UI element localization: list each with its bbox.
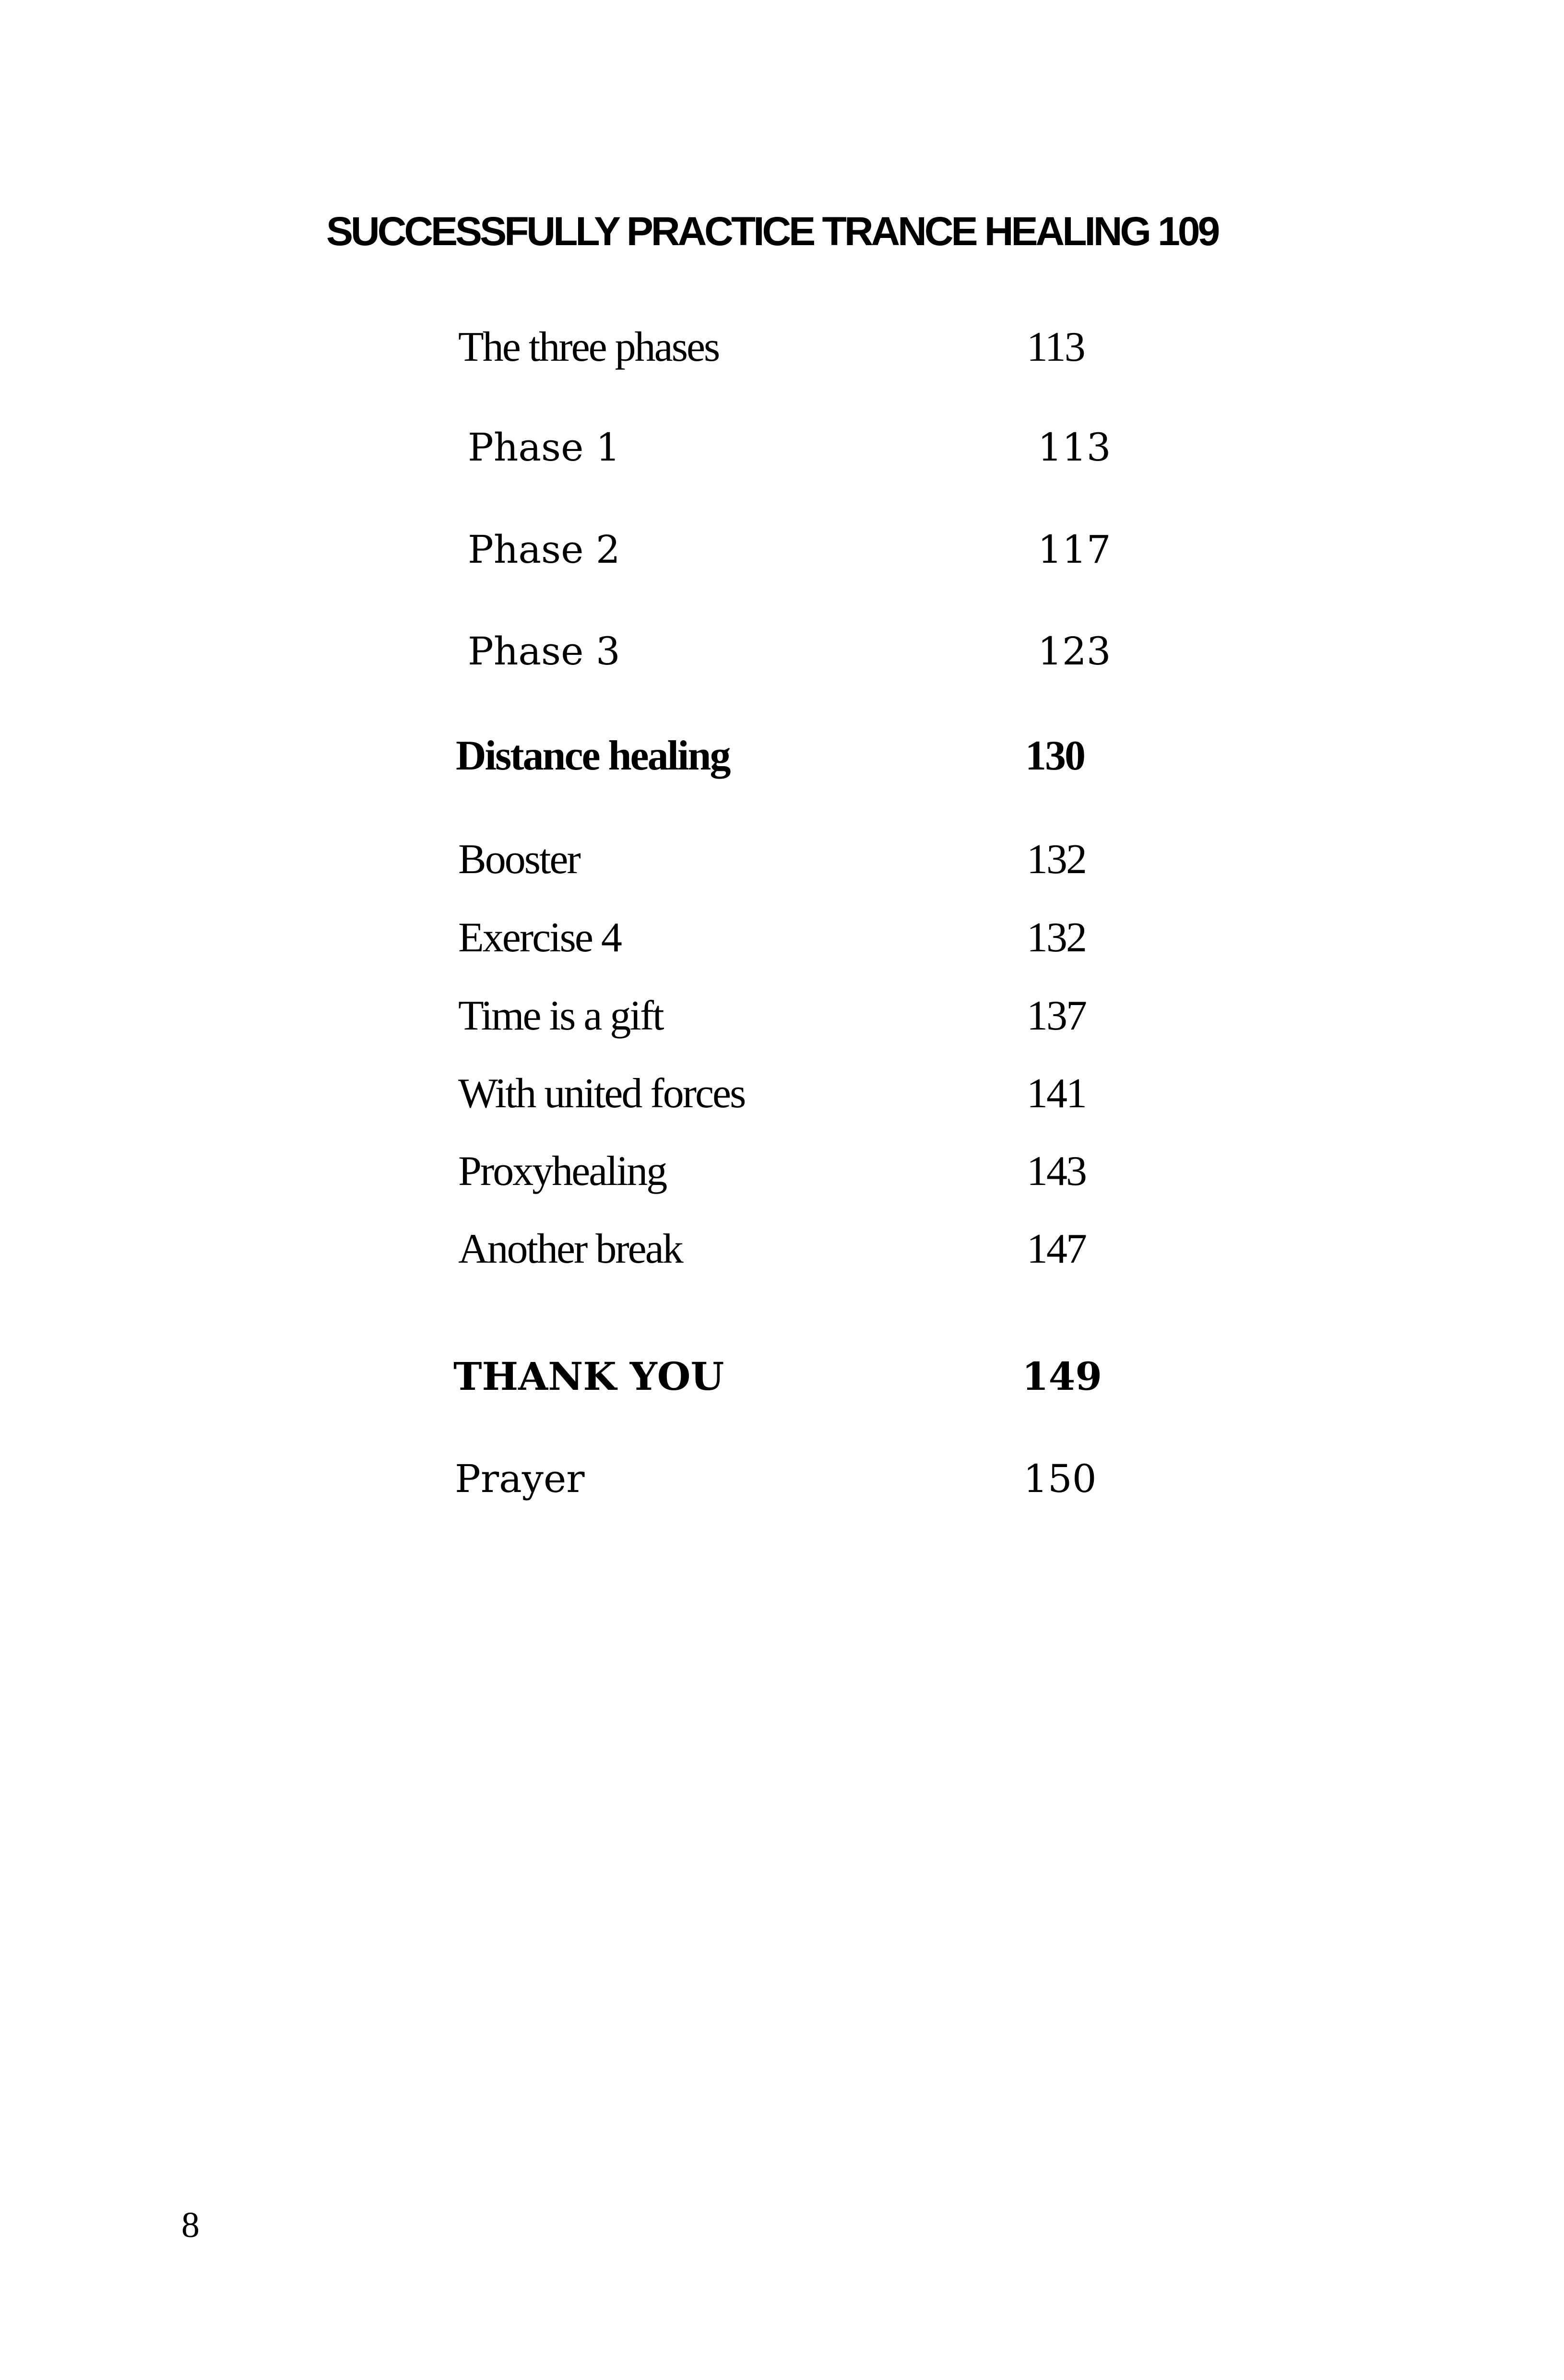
toc-entry-time-is-a-gift: [0, 995, 1564, 1053]
toc-entry-label: Time is a gift: [458, 993, 663, 1039]
toc-entry-phase-2: [0, 527, 1564, 588]
toc-entry-page: 147: [1027, 1226, 1086, 1272]
toc-entry-with-united-forces: [0, 1070, 1564, 1130]
toc-entry-proxyhealing: [0, 1150, 1564, 1208]
toc-entry-page: 123: [1038, 629, 1111, 674]
toc-entry-page: 132: [1027, 836, 1086, 883]
toc-entry-prayer: [0, 1456, 1564, 1517]
toc-entry-label: Another break: [458, 1226, 682, 1272]
toc-entry-label: Distance healing: [456, 733, 730, 779]
toc-entry-page: 113: [1038, 425, 1111, 470]
toc-entry-phase-3: [0, 629, 1564, 690]
toc-entry-label: THANK YOU: [453, 1354, 724, 1399]
toc-entry-label: Phase 1: [468, 425, 620, 470]
toc-entry-page: 141: [1027, 1070, 1086, 1117]
toc-entry-label: Prayer: [455, 1456, 585, 1501]
toc-entry-label: Phase 3: [468, 629, 620, 674]
toc-entry-label: The three phases: [458, 324, 719, 370]
toc-entry-page: 132: [1027, 914, 1086, 961]
toc-entry-exercise-4: [0, 914, 1564, 974]
toc-entry-page: 149: [1022, 1354, 1102, 1399]
toc-entry-distance-healing: [0, 735, 1564, 793]
toc-entry-page: 113: [1027, 324, 1084, 370]
toc-entry-label: Phase 2: [468, 527, 620, 572]
toc-entry-booster: [0, 836, 1564, 896]
toc-entry-the-three-phases: [0, 326, 1564, 384]
toc-entry-page: 150: [1023, 1456, 1097, 1501]
toc-entry-label: Proxyhealing: [458, 1148, 666, 1195]
toc-entry-label: Booster: [458, 836, 580, 883]
toc-entry-another-break: [0, 1228, 1564, 1286]
toc-entry-page: 130: [1025, 733, 1084, 779]
toc-entry-page: 117: [1038, 527, 1111, 572]
toc-entry-page: 137: [1027, 993, 1086, 1039]
toc-entry-label: With united forces: [458, 1070, 745, 1117]
page-number: 8: [181, 2205, 200, 2245]
toc-entry-page: 143: [1027, 1148, 1086, 1195]
section-heading: SUCCESSFULLY PRACTICE TRANCE HEALING 109: [326, 209, 1218, 254]
toc-entry-thank-you: [0, 1354, 1564, 1415]
toc-entry-phase-1: [0, 425, 1564, 486]
toc-entry-label: Exercise 4: [458, 914, 621, 961]
